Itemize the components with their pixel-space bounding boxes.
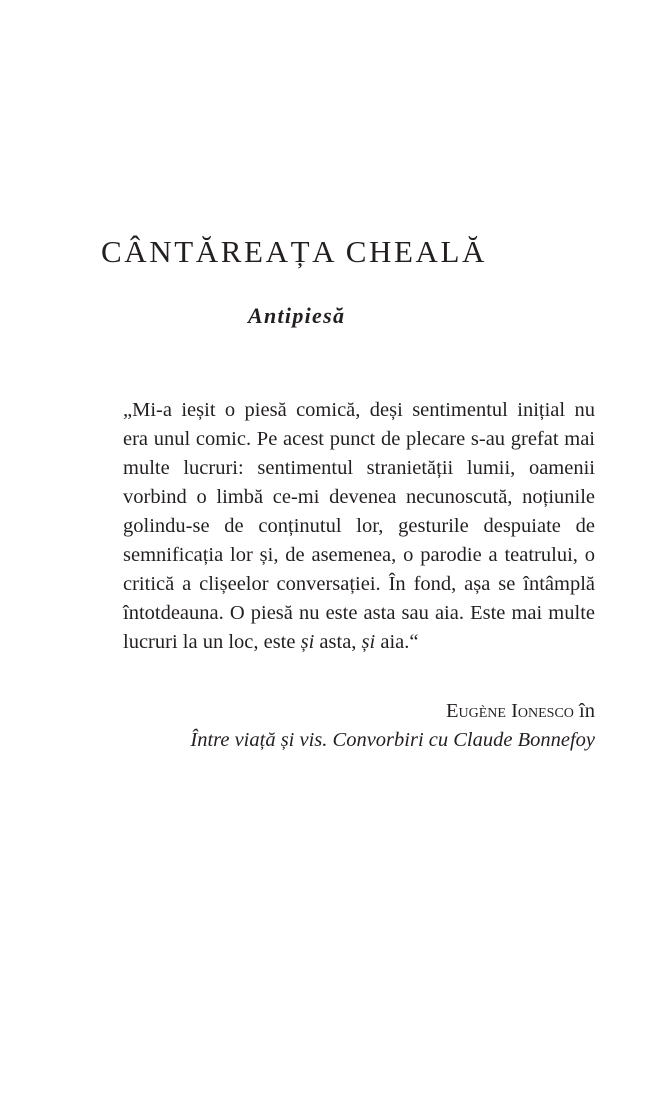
quote-line: critică a clișeelor conversației. În fond, așa se întâmplă — [123, 573, 595, 595]
attribution-connector: în — [573, 700, 595, 722]
quote-text-segment: asta, — [314, 631, 362, 653]
epigraph-quote — [123, 396, 595, 657]
attribution-author-line — [190, 697, 595, 726]
page-title: CÂNTĂREAȚA CHEALĂ — [101, 234, 488, 269]
author-name: Eugène Ionesco — [446, 700, 574, 722]
quote-text-segment: aia.“ — [375, 631, 419, 653]
quote-line: multe lucruri: sentimentul stranietății lumii, oamenii — [123, 457, 595, 479]
source-title: Între viață și vis. Convorbiri cu Claude Bonnefoy — [190, 729, 595, 751]
quote-line: golindu-se de conținutul lor, gesturile despuiate de — [123, 515, 595, 537]
quote-emphasis: și — [361, 631, 376, 653]
quote-emphasis: și — [300, 631, 315, 653]
quote-line: semnificația lor și, de asemenea, o parodie a teatrului, o — [123, 544, 595, 566]
quote-line: întotdeauna. O piesă nu este asta sau aia. Este mai multe — [123, 602, 595, 624]
quote-attribution — [190, 697, 595, 755]
quote-text-segment: lucruri la un loc, este — [123, 631, 301, 653]
page-subtitle: Antipiesă — [248, 303, 346, 328]
quote-line: vorbind o limbă ce-mi devenea necunoscută, noțiunile — [123, 486, 595, 508]
quote-last-line — [123, 628, 595, 657]
quote-line: „Mi-a ieșit o piesă comică, deși sentimentul inițial nu — [123, 399, 595, 421]
quote-line: era unul comic. Pe acest punct de plecare s-au grefat mai — [123, 428, 595, 450]
